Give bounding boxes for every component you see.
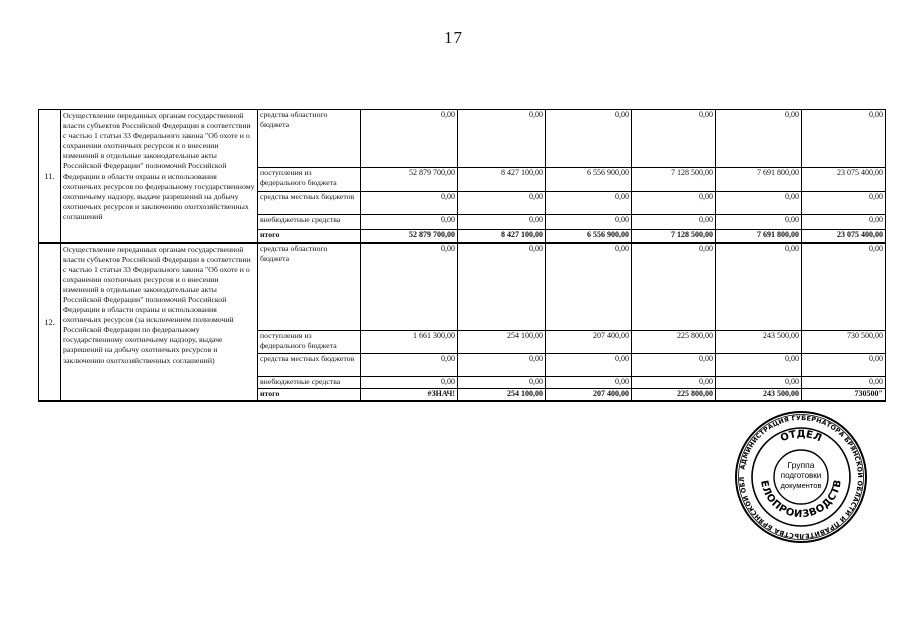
- cell-value: 7 691 800,00: [716, 168, 802, 192]
- cell-value: 225 800,00: [632, 389, 716, 401]
- source-label: поступления из федерального бюджета: [258, 331, 361, 354]
- source-label: средства областного бюджета: [258, 243, 361, 331]
- cell-value: #ЗНАЧ!: [361, 389, 458, 401]
- stamp-center-line-3: документов: [780, 481, 822, 490]
- table-row: [39, 110, 886, 168]
- cell-value: 6 556 900,00: [546, 168, 632, 192]
- row-number: 11.: [39, 110, 61, 243]
- cell-value: 23 075 400,00: [802, 230, 886, 243]
- cell-value: 0,00: [802, 243, 886, 331]
- cell-value: 730 500,00: [802, 331, 886, 354]
- source-label: средства областного бюджета: [258, 110, 361, 168]
- budget-table: [38, 109, 886, 402]
- cell-value: 0,00: [632, 377, 716, 389]
- cell-value: 0,00: [716, 354, 802, 377]
- cell-value: 243 500,00: [716, 331, 802, 354]
- cell-value: 7 128 500,00: [632, 168, 716, 192]
- cell-value: 0,00: [632, 110, 716, 168]
- cell-value: 0,00: [361, 192, 458, 215]
- cell-value: 0,00: [632, 215, 716, 230]
- office-stamp: [734, 410, 868, 544]
- cell-value: 0,00: [458, 215, 546, 230]
- cell-value: 254 100,00: [458, 331, 546, 354]
- cell-value: 7 128 500,00: [632, 230, 716, 243]
- cell-value: 52 879 700,00: [361, 230, 458, 243]
- cell-value: 23 075 400,00: [802, 168, 886, 192]
- source-label: внебюджетные средства: [258, 215, 361, 230]
- stamp-seal-graphic: [734, 410, 868, 544]
- row-number: 12.: [39, 243, 61, 401]
- cell-value: 0,00: [361, 110, 458, 168]
- source-label: внебюджетные средства: [258, 377, 361, 389]
- cell-value: 0,00: [632, 354, 716, 377]
- cell-value: 0,00: [716, 110, 802, 168]
- cell-value: 0,00: [802, 110, 886, 168]
- cell-value: 8 427 100,00: [458, 230, 546, 243]
- stamp-ring-text: ЕЛОПРОИЗВОДСТВ: [758, 478, 845, 521]
- total-label: итого: [258, 230, 361, 243]
- cell-value: 730500": [802, 389, 886, 401]
- total-label: итого: [258, 389, 361, 401]
- source-label: средства местных бюджетов: [258, 192, 361, 215]
- cell-value: 8 427 100,00: [458, 168, 546, 192]
- page-number: 17: [444, 28, 463, 47]
- stamp-outer-text: АДМИНИСТРАЦИЯ ГУБЕРНАТОРА БРЯНСКОЙ ОБЛАСТИ И ПРАВИТЕЛЬСТВА БРЯНСКОЙ ОБЛ: [737, 413, 865, 541]
- cell-value: 52 879 700,00: [361, 168, 458, 192]
- cell-value: 0,00: [546, 354, 632, 377]
- cell-value: 0,00: [632, 192, 716, 215]
- cell-value: 1 661 300,00: [361, 331, 458, 354]
- cell-value: 0,00: [716, 377, 802, 389]
- cell-value: 0,00: [716, 215, 802, 230]
- cell-value: 0,00: [458, 243, 546, 331]
- cell-value: 0,00: [546, 110, 632, 168]
- cell-value: 0,00: [802, 354, 886, 377]
- cell-value: 0,00: [802, 215, 886, 230]
- cell-value: 254 100,00: [458, 389, 546, 401]
- cell-value: 0,00: [546, 243, 632, 331]
- cell-value: 207 400,00: [546, 331, 632, 354]
- cell-value: 225 800,00: [632, 331, 716, 354]
- cell-value: 0,00: [802, 192, 886, 215]
- cell-value: 0,00: [361, 354, 458, 377]
- stamp-center-line-1: Группа: [787, 460, 815, 470]
- cell-value: 0,00: [458, 192, 546, 215]
- row-description: Осуществление переданных органам государственной власти субъектов Российской Федерации в соответствии с частью 1 статьи 33 Федерального закона "Об охоте и о сохранении охотничьих ресурсов и о внесении изменений в отдельные законодательные акты Российской Федерации" полномочий Российской Федерации в области охраны и использования охотничьих ресурсов по федеральному государственному охотничьему надзору, выдаче разрешений на добычу охотничьих ресурсов и заключению охотхозяйственных соглашений: [61, 110, 258, 243]
- cell-value: 0,00: [458, 110, 546, 168]
- stamp-center-line-2: подготовки: [780, 471, 822, 480]
- cell-value: 6 556 900,00: [546, 230, 632, 243]
- cell-value: 243 500,00: [716, 389, 802, 401]
- cell-value: 0,00: [802, 377, 886, 389]
- cell-value: 207 400,00: [546, 389, 632, 401]
- source-label: поступления из федерального бюджета: [258, 168, 361, 192]
- cell-value: 0,00: [632, 243, 716, 331]
- row-description: Осуществление переданных органам государственной власти субъектов Российской Федерации в соответствии с частью 1 статьи 33 Федерального закона "Об охоте и о сохранении охотничьих ресурсов и о внесении изменений в отдельные законодательные акты Российской Федерации" полномочий Российской Федерации в области охраны и использования охотничьих ресурсов (за исключением полномочий Российской Федерации по федеральному государственному охотничьему надзору, выдаче разрешений на добычу охотничьих ресурсов и заключению охотхозяйственных соглашений): [61, 243, 258, 401]
- cell-value: 0,00: [546, 192, 632, 215]
- cell-value: 0,00: [458, 377, 546, 389]
- table-row: [39, 243, 886, 331]
- cell-value: 0,00: [546, 215, 632, 230]
- cell-value: 0,00: [716, 243, 802, 331]
- cell-value: 7 691 800,00: [716, 230, 802, 243]
- cell-value: 0,00: [361, 215, 458, 230]
- cell-value: 0,00: [716, 192, 802, 215]
- cell-value: 0,00: [361, 243, 458, 331]
- cell-value: 0,00: [546, 377, 632, 389]
- stamp-top-text: ОТДЕЛ: [778, 428, 824, 445]
- cell-value: 0,00: [458, 354, 546, 377]
- source-label: средства местных бюджетов: [258, 354, 361, 377]
- cell-value: 0,00: [361, 377, 458, 389]
